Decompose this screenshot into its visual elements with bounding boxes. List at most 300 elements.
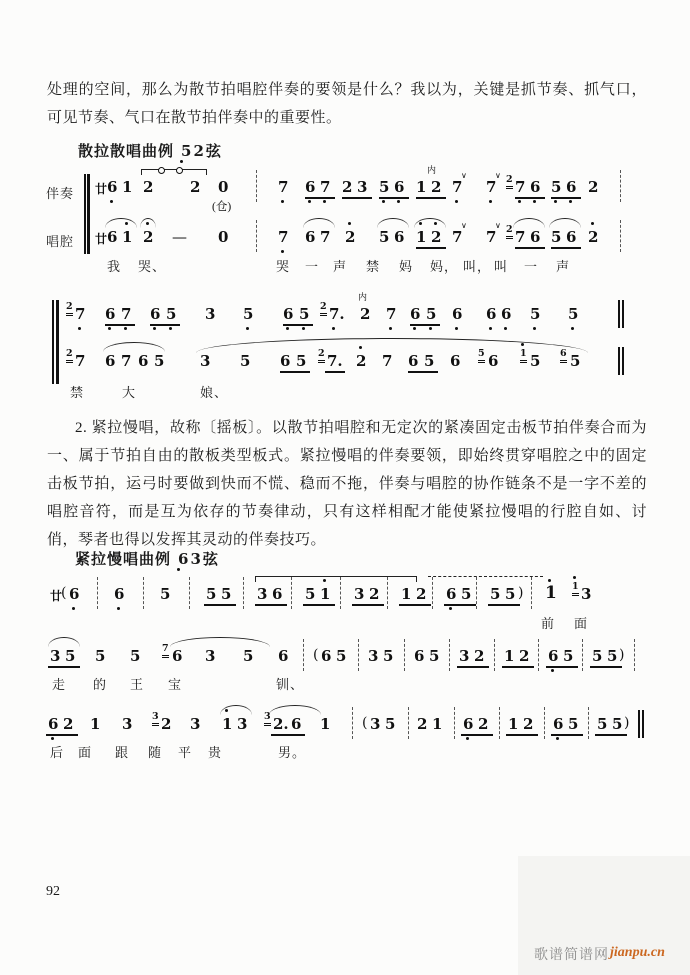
octave-dot-below bbox=[489, 200, 492, 203]
note: 2 bbox=[66, 349, 73, 363]
lyric-syllable: 男。 bbox=[278, 745, 307, 760]
octave-dot-above bbox=[225, 709, 228, 712]
note: 7 bbox=[382, 352, 393, 370]
lyric-syllable: 哭、 bbox=[138, 259, 167, 274]
note: 7 bbox=[162, 644, 169, 658]
note: 2 bbox=[417, 715, 428, 733]
lyric-syllable: 妈 bbox=[399, 259, 414, 274]
note: 6 bbox=[548, 647, 559, 665]
note: 7 bbox=[486, 228, 497, 246]
note: 1 bbox=[90, 715, 101, 733]
note: 5 bbox=[478, 349, 485, 363]
note: 3 bbox=[370, 715, 381, 733]
note: 2. bbox=[273, 715, 289, 733]
note: 3 bbox=[581, 585, 592, 603]
note: 2 bbox=[356, 352, 367, 370]
note: 2 bbox=[360, 305, 371, 323]
note: 6 bbox=[105, 305, 116, 323]
note: 2 bbox=[506, 225, 513, 239]
slur-arc bbox=[196, 338, 588, 353]
note: 5 bbox=[424, 352, 435, 370]
lyric-syllable: 妈， bbox=[430, 259, 459, 274]
octave-dot-below bbox=[518, 200, 521, 203]
bow-mark: ∨ bbox=[461, 221, 467, 230]
barline-final bbox=[622, 300, 624, 328]
octave-dot-below bbox=[504, 327, 507, 330]
note: 5 bbox=[379, 228, 390, 246]
note: 6 bbox=[414, 647, 425, 665]
octave-dot-below bbox=[51, 737, 54, 740]
watermark-site-name: 歌谱简谱网 bbox=[534, 948, 609, 963]
note: 7. bbox=[329, 305, 345, 323]
octave-dot-above bbox=[573, 576, 576, 579]
barline-dashed bbox=[352, 707, 353, 739]
note: 5 bbox=[383, 647, 394, 665]
note: 6 bbox=[560, 349, 567, 363]
note: 6 bbox=[305, 178, 316, 196]
barline-dashed bbox=[582, 639, 583, 671]
barline-dashed bbox=[243, 577, 244, 609]
beam-underline bbox=[590, 666, 622, 668]
barline-dashed bbox=[620, 220, 621, 252]
beam-underline bbox=[255, 604, 287, 606]
note: 1 bbox=[222, 715, 233, 733]
note: 7 bbox=[121, 352, 132, 370]
note: 7 bbox=[515, 228, 526, 246]
slur-arc bbox=[269, 705, 321, 715]
note: 5 bbox=[154, 352, 165, 370]
note: 6 bbox=[150, 305, 161, 323]
beam-underline bbox=[416, 247, 446, 249]
slur-arc bbox=[105, 218, 137, 228]
beam-underline bbox=[283, 324, 313, 326]
octave-dot-below bbox=[554, 200, 557, 203]
note: 5 bbox=[221, 585, 232, 603]
note: 7 bbox=[452, 228, 463, 246]
harmonic-circle bbox=[158, 167, 165, 174]
note: 6 bbox=[69, 585, 80, 603]
lyric-syllable: 宝 bbox=[168, 677, 183, 692]
note: 1 bbox=[416, 228, 427, 246]
barline-dashed bbox=[634, 639, 635, 671]
note: 3 bbox=[237, 715, 248, 733]
note: 6 bbox=[488, 352, 499, 370]
note: 7 bbox=[75, 352, 86, 370]
note: 5 bbox=[607, 647, 618, 665]
note: 5 bbox=[568, 715, 579, 733]
note: 3 bbox=[50, 647, 61, 665]
intro-paragraph: 处理的空间，那么为散节拍唱腔伴奏的要领是什么？我以为，关键是抓节奏、抓气口，可见节奏、气口在散节拍伴奏中的重要性。 bbox=[47, 82, 647, 126]
octave-dot-above bbox=[548, 579, 551, 582]
octave-dot-below bbox=[78, 327, 81, 330]
note: 5 bbox=[65, 647, 76, 665]
note: 2 bbox=[66, 302, 73, 316]
note: 6 bbox=[105, 352, 116, 370]
octave-dot-below bbox=[124, 327, 127, 330]
lyric-syllable: 贵 bbox=[208, 745, 223, 760]
octave-dot-below bbox=[323, 200, 326, 203]
note: 3 bbox=[122, 715, 133, 733]
note: 5 bbox=[551, 178, 562, 196]
lyric-syllable: 随 bbox=[148, 745, 163, 760]
octave-dot-below bbox=[413, 327, 416, 330]
note: 7 bbox=[278, 178, 289, 196]
note: 1 bbox=[545, 583, 557, 603]
note: ) bbox=[619, 647, 625, 663]
note: ( bbox=[313, 647, 319, 663]
octave-dot-below bbox=[281, 200, 284, 203]
note: 6 bbox=[305, 228, 316, 246]
octave-dot-below bbox=[246, 327, 249, 330]
note: 6 bbox=[452, 305, 463, 323]
note: 6 bbox=[463, 715, 474, 733]
beam-underline bbox=[461, 734, 493, 736]
octave-dot-below bbox=[466, 737, 469, 740]
beam-underline bbox=[551, 734, 583, 736]
note: 5 bbox=[240, 352, 251, 370]
note: 2 bbox=[342, 178, 353, 196]
beam-underline bbox=[457, 666, 489, 668]
octave-dot-above bbox=[521, 343, 524, 346]
octave-dot-above bbox=[146, 222, 149, 225]
example1-title-suffix: 弦 bbox=[205, 144, 222, 160]
note: 6 bbox=[530, 228, 541, 246]
watermark-box bbox=[518, 856, 690, 975]
note: 6 bbox=[553, 715, 564, 733]
note: 5 bbox=[296, 352, 307, 370]
example1-tuning: 52 bbox=[181, 142, 206, 160]
lyric-syllable: 声 bbox=[333, 259, 348, 274]
note: 7 bbox=[386, 305, 397, 323]
beam-underline bbox=[150, 324, 180, 326]
beam-underline bbox=[48, 666, 80, 668]
system-barline bbox=[84, 174, 86, 254]
note: 2 bbox=[318, 349, 325, 363]
barline-dashed bbox=[499, 707, 500, 739]
note: 6 bbox=[566, 228, 577, 246]
phrase-overline bbox=[428, 576, 543, 582]
lyric-syllable: 走 bbox=[52, 677, 67, 692]
barline-dashed bbox=[256, 220, 257, 252]
note: 6 bbox=[530, 178, 541, 196]
system-barline bbox=[56, 300, 59, 384]
slur-arc bbox=[303, 218, 335, 228]
bow-mark: ∨ bbox=[461, 171, 467, 180]
octave-dot-below bbox=[397, 200, 400, 203]
lyric-syllable: 一 bbox=[305, 259, 320, 274]
note: 2 bbox=[431, 178, 442, 196]
note: 7 bbox=[75, 305, 86, 323]
lyric-syllable: 跟 bbox=[115, 745, 130, 760]
octave-dot-below bbox=[389, 327, 392, 330]
barline-dashed bbox=[449, 639, 450, 671]
barline-dashed bbox=[358, 639, 359, 671]
barline-final bbox=[618, 300, 620, 328]
barline-dashed bbox=[620, 170, 621, 202]
note: 3 bbox=[205, 305, 216, 323]
lyric-syllable: 面 bbox=[574, 616, 589, 631]
note: 5 bbox=[461, 585, 472, 603]
part-label-vocal: 唱腔 bbox=[46, 234, 75, 249]
lyric-syllable: 叫， bbox=[463, 259, 492, 274]
note: 5 bbox=[243, 305, 254, 323]
note: 6 bbox=[107, 178, 118, 196]
note: 5 bbox=[570, 352, 581, 370]
part-label-accompaniment: 伴奏 bbox=[46, 186, 75, 201]
note: 7 bbox=[320, 228, 331, 246]
system-barline bbox=[87, 174, 90, 254]
octave-dot-below bbox=[286, 327, 289, 330]
barline-dashed bbox=[256, 170, 257, 202]
note: 1 bbox=[432, 715, 443, 733]
octave-dot-below bbox=[169, 327, 172, 330]
lyric-syllable: 一 bbox=[524, 259, 539, 274]
note: 6 bbox=[394, 178, 405, 196]
barline-dashed bbox=[454, 707, 455, 739]
note: 3 bbox=[459, 647, 470, 665]
annotation-top: 内 bbox=[358, 292, 368, 302]
lyric-syllable: 后 bbox=[50, 745, 65, 760]
barline-dashed bbox=[588, 707, 589, 739]
octave-dot-below bbox=[308, 200, 311, 203]
beam-underline bbox=[416, 197, 446, 199]
note: 廿 bbox=[95, 182, 108, 196]
note: 6 bbox=[272, 585, 283, 603]
beam-underline bbox=[379, 197, 409, 199]
note: 3 bbox=[368, 647, 379, 665]
lyric-syllable: 钏、 bbox=[276, 677, 305, 692]
note: 廿 bbox=[50, 589, 63, 603]
beam-underline bbox=[515, 247, 545, 249]
note: 2 bbox=[190, 178, 201, 196]
barline-dashed bbox=[544, 707, 545, 739]
note: 6 bbox=[501, 305, 512, 323]
note: 7 bbox=[278, 228, 289, 246]
note: 5 bbox=[568, 305, 579, 323]
barline-final bbox=[622, 347, 624, 375]
beam-underline bbox=[488, 604, 520, 606]
note: 5 bbox=[243, 647, 254, 665]
lyric-syllable: 娘、 bbox=[200, 385, 229, 400]
note: 0 bbox=[218, 228, 229, 246]
note: 廿 bbox=[95, 232, 108, 246]
beam-underline bbox=[444, 604, 476, 606]
beam-underline bbox=[506, 734, 538, 736]
note: 6 bbox=[394, 228, 405, 246]
note: 6 bbox=[283, 305, 294, 323]
slur-arc bbox=[103, 342, 165, 352]
note: 2 bbox=[588, 228, 599, 246]
note: 6 bbox=[48, 715, 59, 733]
note: 5 bbox=[597, 715, 608, 733]
note: 3 bbox=[264, 712, 271, 726]
note: 6 bbox=[408, 352, 419, 370]
beam-underline bbox=[280, 371, 310, 373]
octave-dot-below bbox=[382, 200, 385, 203]
octave-dot-below bbox=[551, 669, 554, 672]
note: ( bbox=[362, 715, 368, 731]
note: 5 bbox=[336, 647, 347, 665]
section2-paragraph: 2. 紧拉慢唱，故称〔摇板〕。以散节拍唱腔和无定次的紧凑固定击板节拍伴奏合而为一、属于节拍自由的散板类型板式。紧拉慢唱的伴奏要领，即始终贯穿唱腔之中的固定击板节拍，运弓时要做到快而不慌、稳而不拖，伴奏与唱腔的协作链条不是一字不差的唱腔音符，而是互为依存的节奏律动，只有这样相配才能使紧拉慢唱的行腔自如、讨俏，琴者也得以发挥其灵动的伴奏技巧。 bbox=[47, 420, 647, 548]
note: 6 bbox=[278, 647, 289, 665]
beam-underline bbox=[408, 371, 438, 373]
example2-title-label: 紧拉慢唱曲例 bbox=[75, 552, 172, 568]
note: 6 bbox=[450, 352, 461, 370]
note: 5 bbox=[490, 585, 501, 603]
note: 5 bbox=[130, 647, 141, 665]
note: 5 bbox=[612, 715, 623, 733]
system-barline bbox=[52, 300, 54, 384]
octave-dot-above bbox=[359, 346, 362, 349]
octave-dot-below bbox=[153, 327, 156, 330]
note: 5 bbox=[379, 178, 390, 196]
slur-arc bbox=[513, 218, 545, 228]
note: 3 bbox=[152, 712, 159, 726]
note: 3 bbox=[354, 585, 365, 603]
note: 2 bbox=[478, 715, 489, 733]
bow-mark: ∨ bbox=[495, 221, 501, 230]
barline-final bbox=[642, 710, 644, 738]
note: 7 bbox=[515, 178, 526, 196]
note: 5 bbox=[299, 305, 310, 323]
note: 2 bbox=[588, 178, 599, 196]
note: 5 bbox=[530, 352, 541, 370]
slur-arc bbox=[48, 637, 80, 647]
note: 1 bbox=[520, 349, 527, 363]
note: 5 bbox=[166, 305, 177, 323]
note: 2 bbox=[143, 178, 154, 196]
barline-dashed bbox=[189, 577, 190, 609]
note: 6 bbox=[446, 585, 457, 603]
octave-dot-below bbox=[108, 327, 111, 330]
note: 2 bbox=[320, 302, 327, 316]
example1-title-label: 散拉散唱曲例 bbox=[78, 144, 175, 160]
octave-dot-below bbox=[455, 200, 458, 203]
note: 5 bbox=[385, 715, 396, 733]
beam-underline bbox=[595, 734, 627, 736]
note: 2 bbox=[523, 715, 534, 733]
lyric-syllable: 叫 bbox=[494, 259, 509, 274]
note: 5 bbox=[563, 647, 574, 665]
octave-dot-below bbox=[281, 250, 284, 253]
barline-final bbox=[638, 710, 640, 738]
beam-underline bbox=[515, 197, 545, 199]
octave-dot-below bbox=[489, 327, 492, 330]
beam-underline bbox=[46, 734, 78, 736]
beam-underline bbox=[105, 324, 135, 326]
lyric-syllable: 禁 bbox=[70, 385, 85, 400]
beam-underline bbox=[399, 604, 431, 606]
note: 7 bbox=[486, 178, 497, 196]
note: 2 bbox=[369, 585, 380, 603]
octave-dot-below bbox=[571, 327, 574, 330]
note: 7. bbox=[327, 352, 343, 370]
beam-underline bbox=[303, 604, 335, 606]
note: 5 bbox=[206, 585, 217, 603]
note: 6 bbox=[280, 352, 291, 370]
octave-dot-above bbox=[323, 579, 326, 582]
note: 7 bbox=[121, 305, 132, 323]
annotation-bot: (仓) bbox=[212, 201, 232, 213]
note: 5 bbox=[592, 647, 603, 665]
note: ) bbox=[518, 585, 524, 601]
harmonic-circle bbox=[176, 167, 183, 174]
lyric-syllable: 禁 bbox=[366, 259, 381, 274]
barline-dashed bbox=[303, 639, 304, 671]
phrase-overline bbox=[255, 576, 417, 582]
note: 6 bbox=[107, 228, 118, 246]
note: 1 bbox=[572, 582, 579, 596]
lyric-syllable: 我 bbox=[107, 259, 122, 274]
note: 2 bbox=[519, 647, 530, 665]
note: 5 bbox=[426, 305, 437, 323]
barline-dashed bbox=[494, 639, 495, 671]
note: 3 bbox=[190, 715, 201, 733]
phrase-overline bbox=[141, 169, 207, 175]
beam-underline bbox=[271, 734, 305, 736]
note: 6 bbox=[138, 352, 149, 370]
note: 3 bbox=[205, 647, 216, 665]
note: 5 bbox=[305, 585, 316, 603]
beam-underline bbox=[325, 371, 345, 373]
note: 5 bbox=[551, 228, 562, 246]
beam-underline bbox=[352, 604, 384, 606]
beam-underline bbox=[204, 604, 236, 606]
note: 7 bbox=[452, 178, 463, 196]
slur-arc bbox=[549, 218, 581, 228]
note: 1 bbox=[320, 715, 331, 733]
note: 1 bbox=[122, 228, 133, 246]
barline-dashed bbox=[143, 577, 144, 609]
note: 1 bbox=[320, 585, 331, 603]
octave-dot-above bbox=[125, 222, 128, 225]
note: 6 bbox=[321, 647, 332, 665]
note: 1 bbox=[416, 178, 427, 196]
note: 2 bbox=[345, 228, 356, 246]
octave-dot-below bbox=[332, 327, 335, 330]
lyric-syllable: 声 bbox=[556, 259, 571, 274]
note: 6 bbox=[291, 715, 302, 733]
slur-arc bbox=[377, 218, 409, 228]
note: 6 bbox=[172, 647, 183, 665]
beam-underline bbox=[551, 247, 581, 249]
octave-dot-below bbox=[533, 327, 536, 330]
lyric-syllable: 前 bbox=[541, 616, 556, 631]
beam-underline bbox=[502, 666, 534, 668]
octave-dot-above bbox=[434, 222, 437, 225]
barline-dashed bbox=[404, 639, 405, 671]
note: 2 bbox=[63, 715, 74, 733]
lyric-syllable: 哭 bbox=[276, 259, 291, 274]
note: 6 bbox=[410, 305, 421, 323]
barline-dashed bbox=[97, 577, 98, 609]
octave-dot-above bbox=[348, 222, 351, 225]
octave-dot-below bbox=[569, 200, 572, 203]
bow-mark: ∨ bbox=[495, 171, 501, 180]
octave-dot-above bbox=[591, 222, 594, 225]
note: 1 bbox=[508, 715, 519, 733]
octave-dot-below bbox=[302, 327, 305, 330]
note: 3 bbox=[357, 178, 368, 196]
barline-dashed bbox=[538, 639, 539, 671]
note: 5 bbox=[505, 585, 516, 603]
note: 7 bbox=[320, 178, 331, 196]
beam-underline bbox=[410, 324, 440, 326]
page-number: 92 bbox=[46, 884, 60, 899]
annotation-top: 内 bbox=[427, 165, 437, 175]
note: 3 bbox=[257, 585, 268, 603]
note: 1 bbox=[122, 178, 133, 196]
